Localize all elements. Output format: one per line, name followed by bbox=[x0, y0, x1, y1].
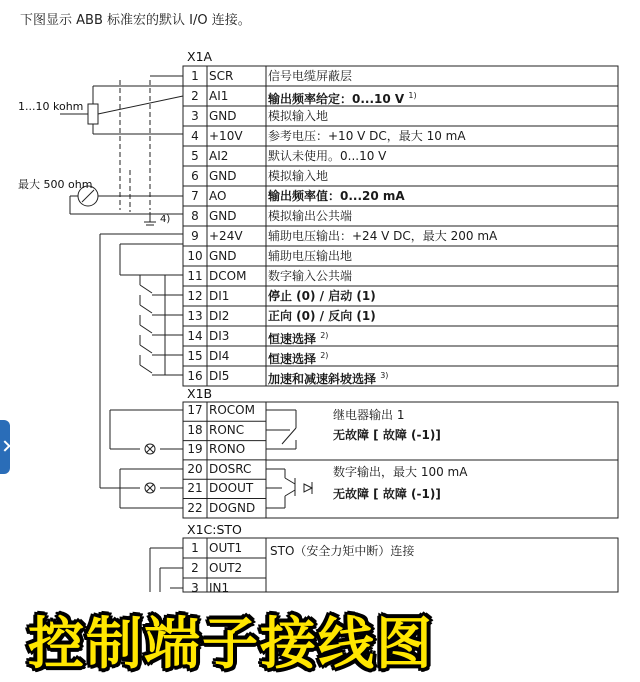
banner-title: 控制端子接线图 bbox=[28, 612, 434, 677]
x1c-block-label: X1C:STO bbox=[187, 522, 242, 537]
di-switch-symbol bbox=[140, 335, 183, 355]
terminal-number: 18 bbox=[187, 422, 203, 437]
terminal-name: AI1 bbox=[209, 89, 229, 103]
terminal-description bbox=[268, 106, 328, 126]
x1c-terminal-row bbox=[183, 578, 618, 598]
terminal-number: 14 bbox=[187, 329, 203, 343]
shield-note: 4) bbox=[160, 214, 171, 225]
terminal-number: 20 bbox=[187, 461, 203, 476]
terminal-name: DI2 bbox=[209, 309, 230, 323]
terminal-description-text: 信号电缆屏蔽层 bbox=[268, 69, 353, 83]
x1c-terminal-row bbox=[183, 558, 618, 578]
x1a-terminal-row bbox=[183, 226, 618, 246]
terminal-number: 2 bbox=[191, 89, 199, 103]
terminal-name: DOSRC bbox=[209, 461, 252, 476]
terminal-description-text: 加速和减速斜坡选择 bbox=[268, 372, 377, 386]
di-switch-symbol bbox=[140, 295, 183, 315]
terminal-name: DOOUT bbox=[209, 481, 254, 495]
sto-description: STO（安全力矩中断）连接 bbox=[270, 544, 415, 558]
pot-label: 1...10 kohm bbox=[18, 100, 84, 113]
x1a-terminal-row bbox=[183, 286, 618, 306]
terminal-number: 1 bbox=[191, 69, 199, 83]
di-switch-symbol bbox=[140, 355, 183, 375]
x1a-terminal-row bbox=[183, 246, 618, 266]
terminal-description-text: 输出频率给定：0...10 V bbox=[268, 92, 405, 106]
terminal-description-text: 默认未使用。0...10 V bbox=[268, 149, 387, 163]
terminal-number: 17 bbox=[187, 403, 203, 417]
x1a-terminal-row bbox=[183, 206, 618, 226]
terminal-number: 13 bbox=[187, 309, 203, 323]
terminal-number: 15 bbox=[187, 349, 203, 363]
x1a-terminal-row bbox=[183, 346, 618, 366]
footnote-marker: 1) bbox=[408, 91, 417, 100]
x1a-terminal-row bbox=[183, 166, 618, 186]
intro-text: 下图显示 ABB 标准宏的默认 I/O 连接。 bbox=[20, 13, 251, 28]
terminal-description bbox=[268, 326, 328, 346]
terminal-description-text: 正向 (0) / 反向 (1) bbox=[268, 309, 376, 323]
terminal-name: IN1 bbox=[209, 581, 230, 595]
terminal-name: SCR bbox=[209, 69, 234, 83]
terminal-description bbox=[268, 146, 386, 166]
terminal-description bbox=[268, 246, 352, 266]
terminal-name: GND bbox=[209, 109, 237, 123]
terminal-number: 6 bbox=[191, 169, 199, 183]
terminal-number: 16 bbox=[187, 369, 203, 383]
terminal-description bbox=[268, 166, 328, 186]
terminal-number: 5 bbox=[191, 149, 199, 163]
terminal-name: OUT1 bbox=[209, 541, 243, 555]
terminal-description bbox=[268, 126, 466, 146]
terminal-description bbox=[268, 226, 497, 246]
terminal-description bbox=[268, 206, 352, 226]
terminal-description bbox=[268, 306, 376, 326]
terminal-name: DI3 bbox=[209, 329, 230, 343]
terminal-description-text: 模拟输入地 bbox=[268, 109, 329, 123]
terminal-number: 22 bbox=[187, 500, 203, 515]
terminal-number: 12 bbox=[187, 289, 203, 303]
terminal-description bbox=[268, 66, 352, 86]
terminal-description-text: 参考电压：+10 V DC，最大 10 mA bbox=[268, 129, 466, 143]
x1a-terminal-row bbox=[183, 306, 618, 326]
terminal-name: DI1 bbox=[209, 289, 230, 303]
footnote-marker: 3) bbox=[380, 371, 389, 380]
terminal-name: AO bbox=[209, 189, 227, 203]
x1b-block-label: X1B bbox=[187, 386, 213, 401]
terminal-name: RONO bbox=[209, 442, 246, 456]
footnote-marker: 2) bbox=[320, 331, 329, 340]
terminal-number: 3 bbox=[191, 109, 199, 123]
x1a-terminal-row bbox=[183, 266, 618, 286]
potentiometer-symbol bbox=[88, 104, 98, 124]
x1a-terminal-row bbox=[183, 146, 618, 166]
terminal-number: 1 bbox=[191, 541, 199, 555]
relay-state: 无故障 [ 故障 (-1)] bbox=[333, 428, 441, 442]
terminal-name: DOGND bbox=[209, 500, 256, 515]
x1a-terminal-row bbox=[183, 326, 618, 346]
terminal-description-text: 恒速选择 bbox=[268, 352, 317, 366]
terminal-number: 3 bbox=[191, 581, 199, 595]
terminal-number: 21 bbox=[187, 481, 203, 495]
terminal-description bbox=[268, 186, 405, 206]
terminal-number: 2 bbox=[191, 561, 199, 575]
di-switch-symbol bbox=[140, 275, 183, 295]
x1a-terminal-row bbox=[183, 86, 618, 106]
terminal-name: DI4 bbox=[209, 349, 230, 363]
terminal-description-text: 恒速选择 bbox=[268, 332, 317, 346]
terminal-number: 4 bbox=[191, 129, 199, 143]
terminal-description bbox=[268, 266, 352, 286]
terminal-name: DI5 bbox=[209, 369, 230, 383]
relay-title: 继电器输出 1 bbox=[333, 408, 405, 422]
terminal-number: 9 bbox=[191, 229, 199, 243]
terminal-description bbox=[268, 346, 328, 366]
terminal-name: GND bbox=[209, 209, 237, 223]
meter-label: 最大 500 ohm bbox=[18, 178, 93, 191]
x1a-block-label: X1A bbox=[187, 49, 213, 64]
terminal-name: ROCOM bbox=[209, 403, 255, 417]
footnote-marker: 2) bbox=[320, 351, 329, 360]
terminal-description-text: 辅助电压输出地 bbox=[268, 249, 353, 263]
terminal-name: GND bbox=[209, 169, 237, 183]
terminal-number: 7 bbox=[191, 189, 199, 203]
terminal-description-text: 数字输入公共端 bbox=[268, 269, 353, 283]
terminal-name: GND bbox=[209, 249, 237, 263]
terminal-description-text: 输出频率值：0...20 mA bbox=[268, 189, 405, 203]
terminal-description-text: 模拟输出公共端 bbox=[268, 209, 353, 223]
terminal-number: 11 bbox=[187, 269, 203, 283]
terminal-description-text: 停止 (0) / 启动 (1) bbox=[268, 289, 376, 303]
terminal-name: AI2 bbox=[209, 149, 229, 163]
terminal-description bbox=[268, 366, 388, 386]
digital-output-title: 数字输出，最大 100 mA bbox=[333, 465, 468, 479]
terminal-name: +24V bbox=[209, 229, 243, 243]
terminal-description-text: 模拟输入地 bbox=[268, 169, 329, 183]
terminal-description bbox=[268, 286, 376, 306]
terminal-name: +10V bbox=[209, 129, 243, 143]
terminal-name: OUT2 bbox=[209, 561, 243, 575]
terminal-number: 8 bbox=[191, 209, 199, 223]
x1a-terminal-row bbox=[183, 106, 618, 126]
x1a-terminal-row bbox=[183, 186, 618, 206]
di-switch-symbol bbox=[140, 315, 183, 335]
terminal-name: RONC bbox=[209, 422, 245, 437]
digital-output-state: 无故障 [ 故障 (-1)] bbox=[333, 487, 441, 501]
terminal-description-text: 辅助电压输出：+24 V DC，最大 200 mA bbox=[268, 229, 498, 243]
x1a-terminal-row bbox=[183, 126, 618, 146]
side-expand-tab[interactable] bbox=[0, 420, 10, 474]
terminal-name: DCOM bbox=[209, 269, 247, 283]
x1a-terminal-row bbox=[183, 66, 618, 86]
terminal-number: 19 bbox=[187, 442, 203, 456]
x1a-terminal-row bbox=[183, 366, 618, 386]
terminal-number: 10 bbox=[187, 249, 203, 263]
terminal-description bbox=[268, 86, 417, 106]
